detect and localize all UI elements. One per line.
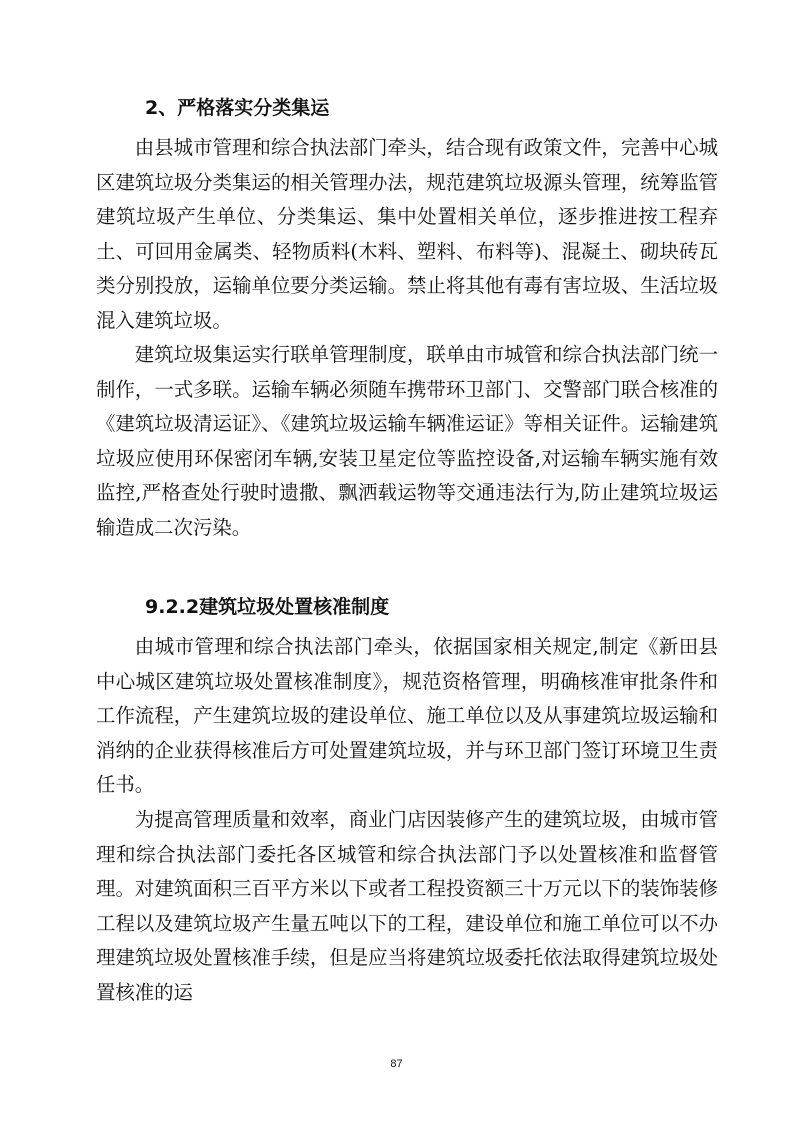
paragraph-sorting-transport-policy: 由县城市管理和综合执法部门牵头，结合现有政策文件，完善中心城区建筑垃圾分类集运的相关管理办法，规范建筑垃圾源头管理，统筹监管建筑垃圾产生单位、分类集运、集中处置相关单位，逐步推进按工程弃土、可回用金属类、轻物质料(木料、塑料、布料等)、混凝土、砌块砖瓦类分别投放，运输单位要分类运输。禁止将其他有毒有害垃圾、生活垃圾混入建筑垃圾。 <box>96 136 718 332</box>
paragraph-joint-form-system: 建筑垃圾集运实行联单管理制度，联单由市城管和综合执法部门统一制作，一式多联。运输车辆必须随车携带环卫部门、交警部门联合核准的《建筑垃圾清运证》、《建筑垃圾运输车辆准运证》等相关证件。运输建筑垃圾应使用环保密闭车辆,安装卫星定位等监控设备,对运输车辆实施有效监控,严格查处行驶时遗撒、飘洒载运物等交通违法行为,防止建筑垃圾运输造成二次污染。 <box>96 343 718 539</box>
section-heading-sorting-transport: 2、严格落实分类集运 <box>145 97 330 119</box>
paragraph-disposal-approval-system: 由城市管理和综合执法部门牵头，依据国家相关规定,制定《新田县中心城区建筑垃圾处置核准制度》，规范资格管理，明确核准审批条件和工作流程，产生建筑垃圾的建设单位、施工单位以及从事建筑垃圾运输和消纳的企业获得核准后方可处置建筑垃圾，并与环卫部门签订环境卫生责任书。 <box>96 635 718 797</box>
paragraph-renovation-waste: 为提高管理质量和效率，商业门店因装修产生的建筑垃圾，由城市管理和综合执法部门委托各区城管和综合执法部门予以处置核准和监督管理。对建筑面积三百平方米以下或者工程投资额三十万元以下的装饰装修工程以及建筑垃圾产生量五吨以下的工程，建设单位和施工单位可以不办理建筑垃圾处置核准手续，但是应当将建筑垃圾委托依法取得建筑垃圾处置核准的运 <box>96 808 718 1004</box>
section-heading-disposal-approval: 9.2.2建筑垃圾处置核准制度 <box>145 596 390 618</box>
page-number: 87 <box>390 1058 403 1070</box>
